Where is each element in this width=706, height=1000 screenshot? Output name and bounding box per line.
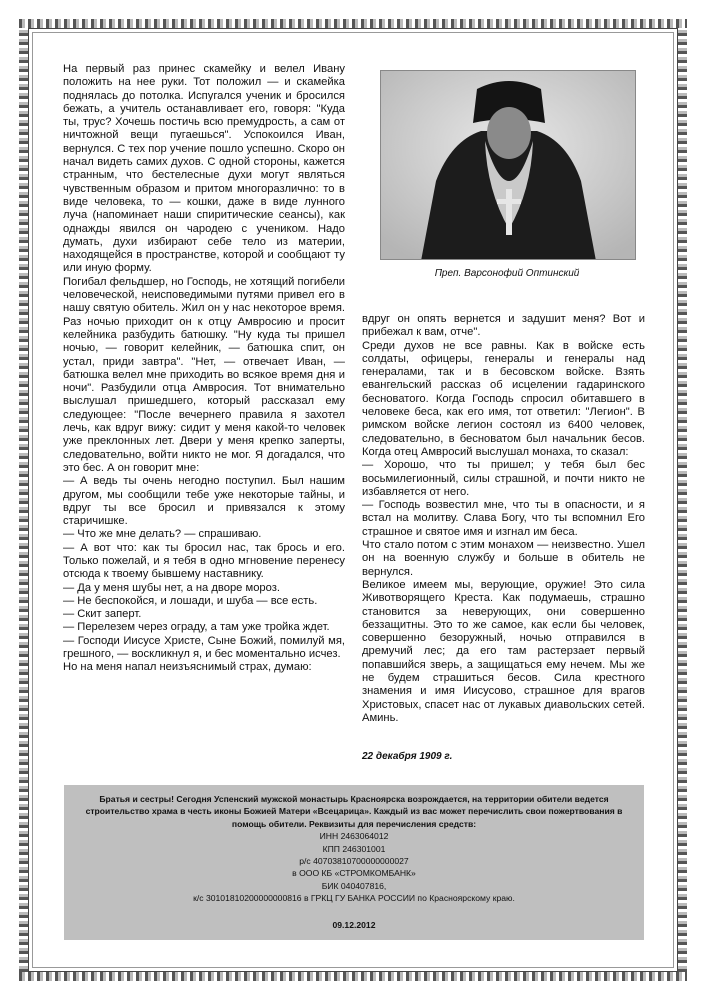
requisite-bik: БИК 040407816,	[321, 880, 387, 891]
photo-caption: Преп. Варсонофий Оптинский	[434, 268, 580, 279]
paragraph: Что стало потом с этим монахом — неизвестно. Ушел он на военную службу и больше в обитель не вернулся.	[362, 539, 645, 578]
paragraph: Среди духов не все равны. Как в войске есть солдаты, офицеры, генералы и генералы над генералами, так и в бесовском войске. Взять евангельский рассказ об исцелении гадаринского бесноватого. Когда Господь спросил обитавшего в человеке беса, как его имя, тот ответил: "Легион". В римском войске легион состоял из 6400 человек, следовательно, в бесноватом был начальник бесов. Когда отец Амвросий выслушал монаха, то сказал:	[362, 339, 645, 458]
portrait-illustration	[381, 71, 636, 260]
paragraph: Но на меня напал неизъяснимый страх, думаю:	[63, 661, 312, 674]
left-column	[63, 63, 345, 675]
portrait-photo	[380, 70, 636, 260]
requisite-inn: ИНН 2463064012	[319, 831, 389, 842]
paragraph: — Хорошо, что ты пришел; у тебя был бес восьмилегионный, силы страшной, и почти никто не избавляется от него.	[362, 459, 645, 498]
paragraph: — А ведь ты очень негодно поступил. Был нашим другом, мы сообщили тебе уже некоторые тайны, и вдруг ты все бросил и привязался к этому старичишке.	[63, 475, 345, 528]
requisite-kpp: КПП 246301001	[322, 843, 386, 854]
notice-date: 09.12.2012	[332, 919, 376, 930]
requisite-account: р/с 40703810700000000027	[299, 856, 409, 867]
paragraph: На первый раз принес скамейку и велел Ивану положить на нее руки. Тот положил — и скамейка поднялась до потолка. Испугался ученик и бросился бежать, а учитель останавливает его, говоря: "Куда ты, трус? Хочешь постичь всю премудрость, а сам от ничтожной вещи пугаешься". Успокоился Иван, вернулся. С тех пор учение пошло успешно. Скоро он начал видеть самих духов. С одной стороны, кажется странным, что бестелесные духи могут являться чувственным образом и притом многоразлично: то в виде человека, то — кошки, даже в виде лунного луча (напоминает наши спиритические сеансы), как однажды явился он чародею с учеником. Надо думать, духи избирают себе тело из материи, находящейся в пространстве, которой и сообщают ту или иную форму.	[63, 63, 345, 275]
requisite-corr-account: к/с 30101810200000000816 в ГРКЦ ГУ БАНКА РОССИИ по Красноярскому краю.	[193, 893, 515, 904]
paragraph: — А вот что: как ты бросил нас, так брось и его. Только пожелай, и я тебя в одно мгновение перенесу отсюда к твоему бывшему наставнику.	[63, 541, 345, 581]
paragraph: — Господи Иисусе Христе, Сыне Божий, помилуй мя, грешного, — воскликнул я, и бес моментально исчез.	[63, 634, 345, 661]
paragraph: — Перелезем через ограду, а там уже тройка ждет.	[63, 621, 330, 634]
paragraph: — Не беспокойся, и лошади, и шуба — все есть.	[63, 594, 318, 607]
paragraph: вдруг он опять вернется и задушит меня? Вот и прибежал к вам, отче".	[362, 313, 645, 339]
paragraph: — Что же мне делать? — спрашиваю.	[63, 528, 262, 541]
paragraph: — Скит заперт.	[63, 608, 142, 621]
paragraph: Великое имеем мы, верующие, оружие! Это сила Животворящего Креста. Как подумаешь, страшно становится за неверующих, они совершенно беззащитны. Это то же самое, как если бы человек, совершенно безоружный, ночью отправился в дремучий лес; да его там растерзает первый попавшийся зверь, а защищаться ему нечем. Мы же не будем страшиться бесов. Сила крестного знамения и имя Иисусово, страшное для врагов Христовых, спасет нас от лукавых диавольских сетей. Аминь.	[362, 578, 645, 724]
paragraph: Погибал фельдшер, но Господь, не хотящий погибели человеческой, неисповедимыми путями привел его в нашу святую обитель. Жил он у нас некоторое время. Раз ночью приходит он к отцу Амвросию и просит келейника разбудить батюшку. "Ну куда ты пришел ночью, — говорит келейник, — батюшка спит, он устал, приди завтра". "Нет, — отвечает Иван, — батюшка велел мне приходить во всякое время дня и ночи". Разбудили отца Амвросия. Тот внимательно выслушал пришедшего, который рассказал ему следующее: "После вечернего правила я захотел лечь, как вдруг вижу: сидит у меня какой-то человек уже преклонных лет. Двери у меня крепко заперты, следовательно, войти никто не мог. Я догадался, что это бес. А он говорит мне:	[63, 275, 345, 474]
notice-text: Братья и сестры! Сегодня Успенский мужской монастырь Красноярска возрождается, на территории обители ведется строительство храма в честь иконы Божией Матери «Всецарица». Каждый из вас может перечислить свои пожертвования в помощь обители. Реквизиты для перечисления средств:	[85, 794, 623, 829]
paragraph: — Господь возвестил мне, что ты в опасности, и я встал на молитву. Слава Богу, что ты вспомнил Его страшное и святое имя и изгнал им беса.	[362, 499, 645, 538]
donation-notice	[64, 785, 644, 940]
requisite-bank: в ООО КБ «СТРОМКОМБАНК»	[292, 868, 416, 879]
paragraph: — Да у меня шубы нет, а на дворе мороз.	[63, 581, 280, 594]
article-date: 22 декабря 1909 г.	[362, 751, 453, 762]
right-column	[362, 313, 645, 725]
